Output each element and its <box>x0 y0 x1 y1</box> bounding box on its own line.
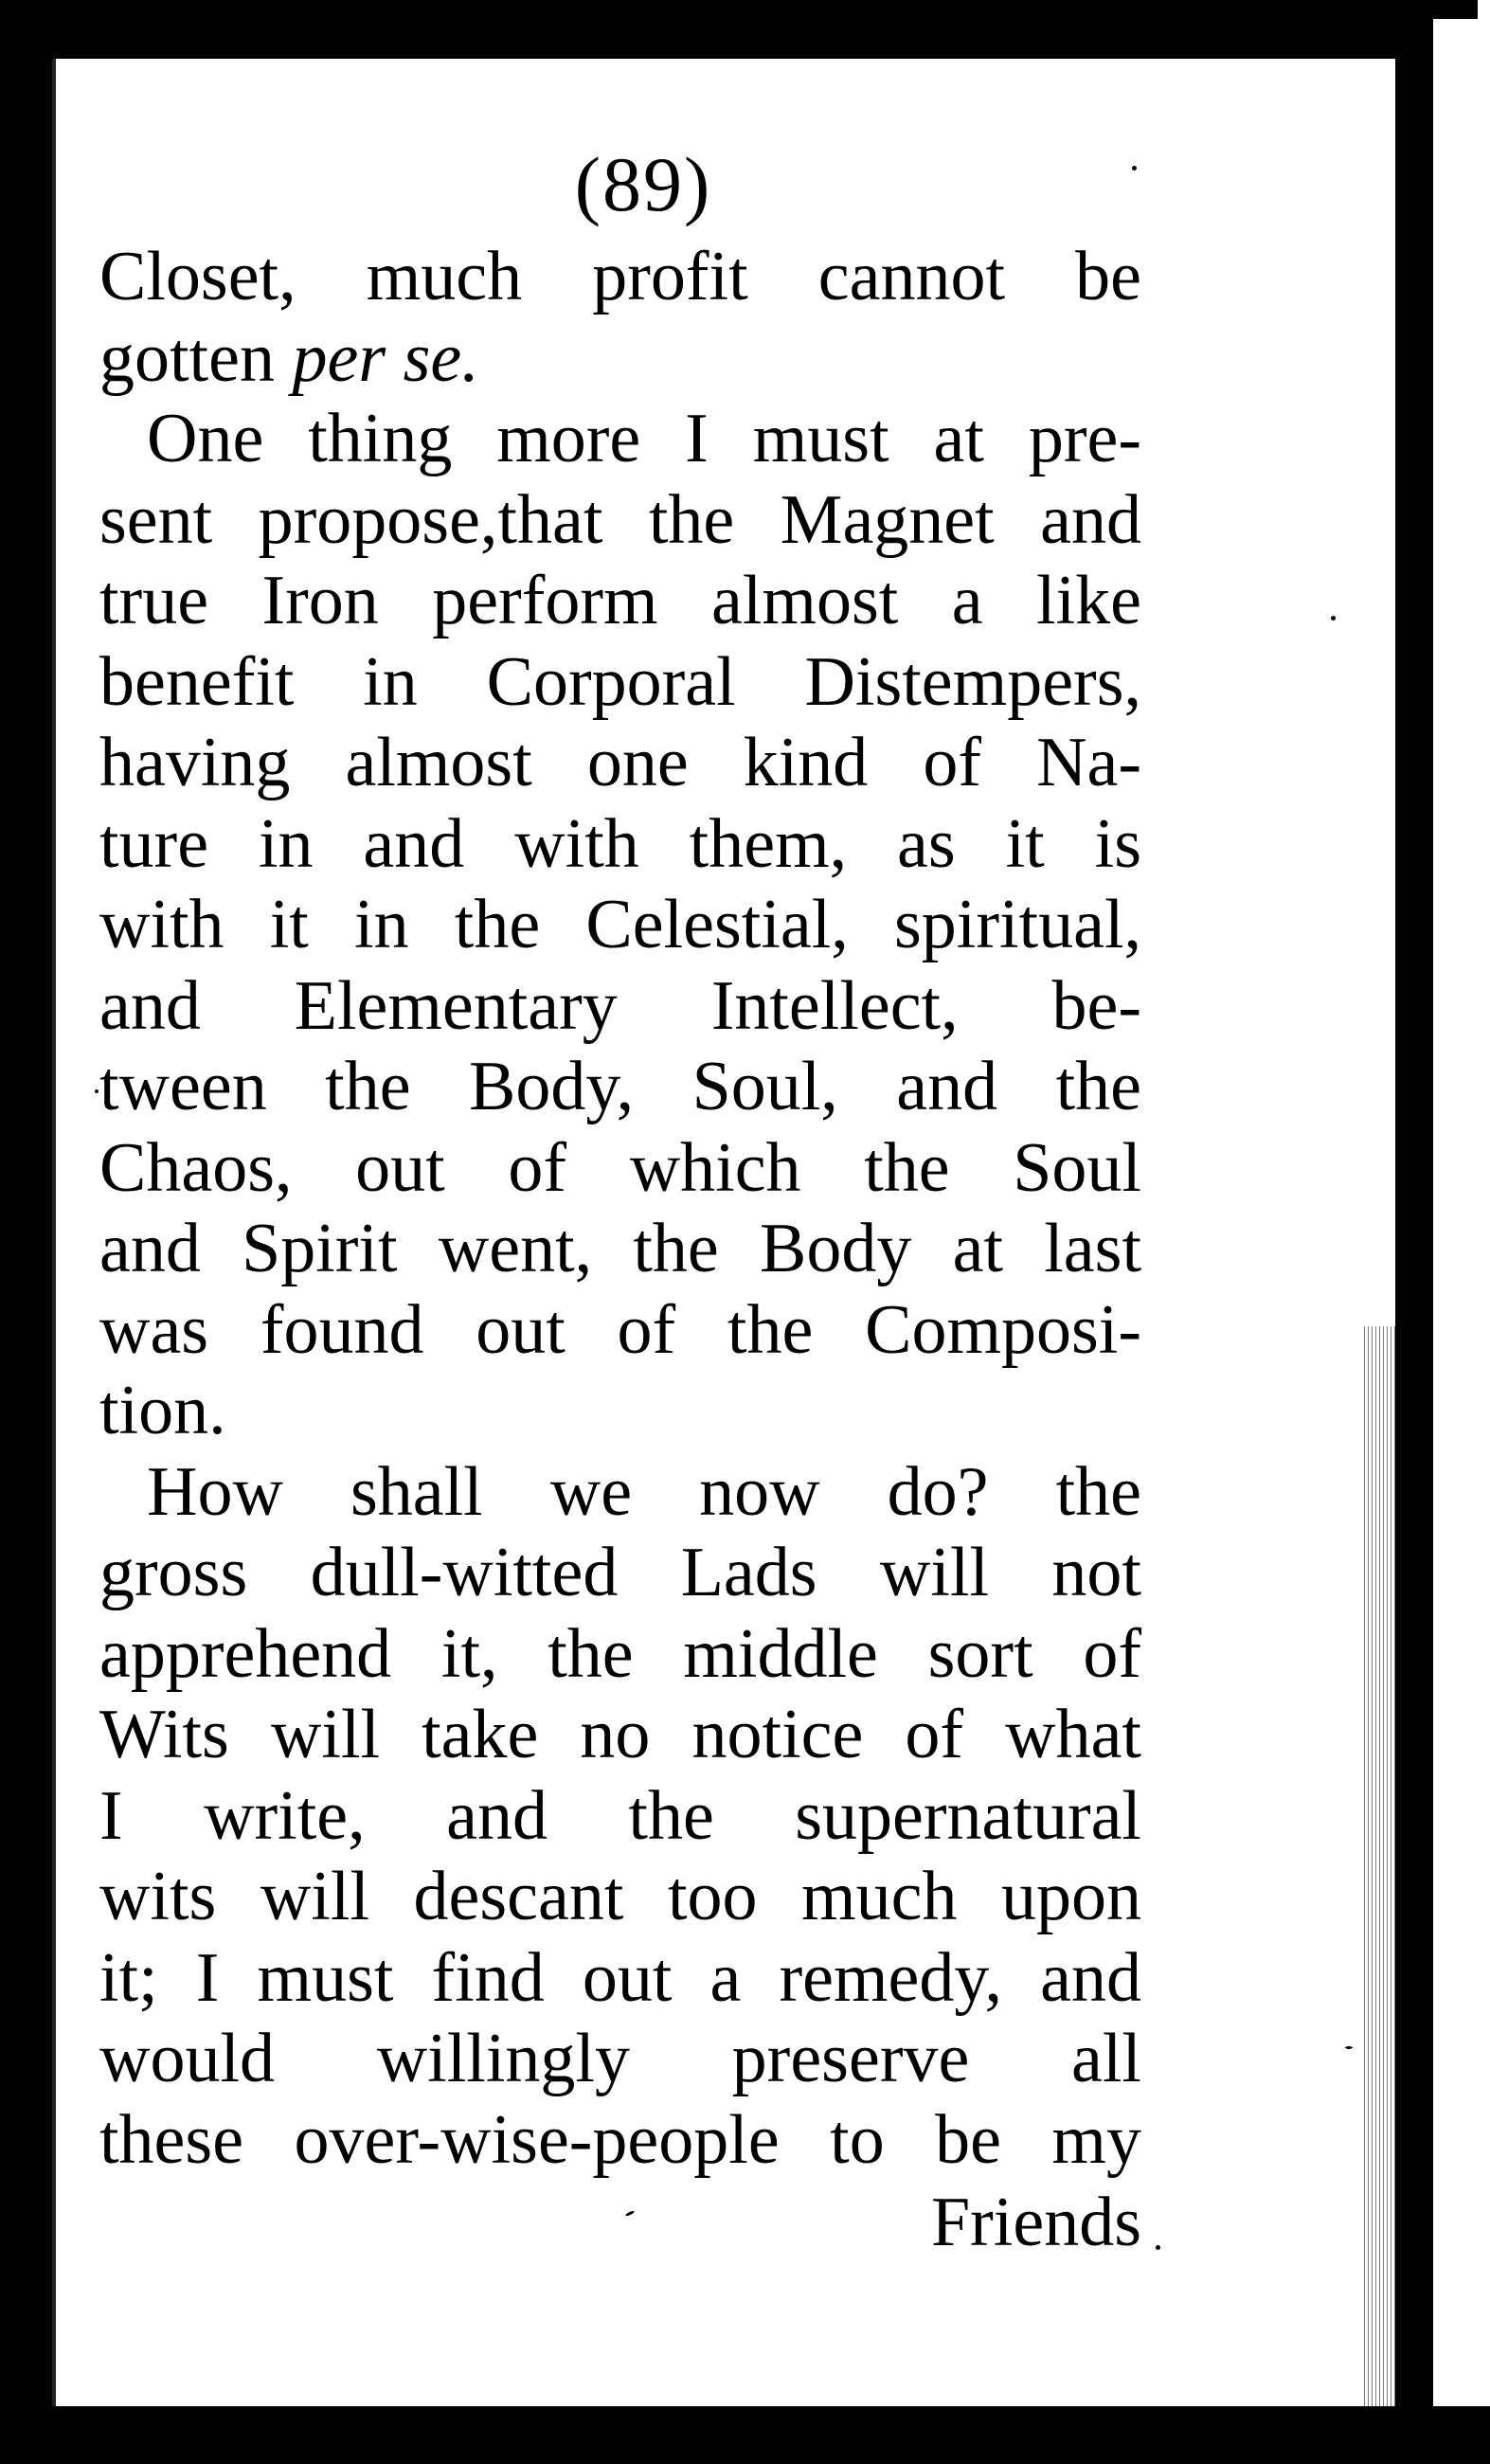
scan-border-right <box>1395 19 1433 2464</box>
page-text <box>99 237 1141 2264</box>
scan-speck <box>1345 2046 1353 2049</box>
text-line: How shall we now do? the <box>147 1452 1141 1531</box>
text-line: and Elementary Intellect, be- <box>99 966 1141 1045</box>
text-line: wits will descant too much upon <box>99 1858 1141 1935</box>
text-line <box>99 318 1141 400</box>
scan-speck <box>1331 616 1336 620</box>
text-line: these over-wise-people to be my <box>99 2100 1141 2179</box>
text-line: it; I must find out a remedy, and <box>99 1938 1141 2017</box>
scan-speck <box>95 1089 99 1093</box>
page-number: (89) <box>574 141 712 227</box>
text-line: having almost one kind of Na- <box>99 724 1141 801</box>
scan-border-top <box>0 0 1426 59</box>
text-line: Closet, much profit cannot be <box>99 238 1141 315</box>
text-line: benefit in Corporal Distempers, <box>99 642 1141 721</box>
text-line: Wits will take no notice of what <box>99 1696 1141 1773</box>
page-edges <box>1364 1326 1395 2406</box>
text-line: tween the Body, Soul, and the <box>99 1048 1141 1125</box>
scan-border-left <box>0 0 52 2464</box>
text-line: gross dull-witted Lads will not <box>99 1534 1141 1611</box>
book-page <box>56 59 1395 2406</box>
text-line: would willingly preserve all <box>99 2020 1141 2097</box>
scan-border-bottom <box>0 2406 1490 2464</box>
scan-speck <box>1156 2245 1160 2250</box>
text-line: true Iron perform almost a like <box>99 562 1141 639</box>
text-line: apprehend it, the middle sort of <box>99 1614 1141 1693</box>
text-fragment: gotten <box>99 318 275 397</box>
text-line: with it in the Celestial, spiritual, <box>99 886 1141 963</box>
text-line: tion. <box>99 1372 226 1449</box>
scan-margin-right <box>1433 19 1490 2464</box>
catchword: Friends <box>931 2184 1141 2261</box>
text-line: and Spirit went, the Body at last <box>99 1210 1141 1287</box>
text-line: I write, and the supernatural <box>99 1776 1141 1855</box>
text-line: was found out of the Composi- <box>99 1290 1141 1369</box>
text-line: ture in and with them, as it is <box>99 804 1141 883</box>
text-line: One thing more I must at pre- <box>147 400 1141 477</box>
scan-speck <box>1132 166 1137 171</box>
text-line: Chaos, out of which the Soul <box>99 1128 1141 1207</box>
text-line: sent propose,that the Magnet and <box>99 480 1141 559</box>
italic-phrase: per se. <box>292 318 479 397</box>
